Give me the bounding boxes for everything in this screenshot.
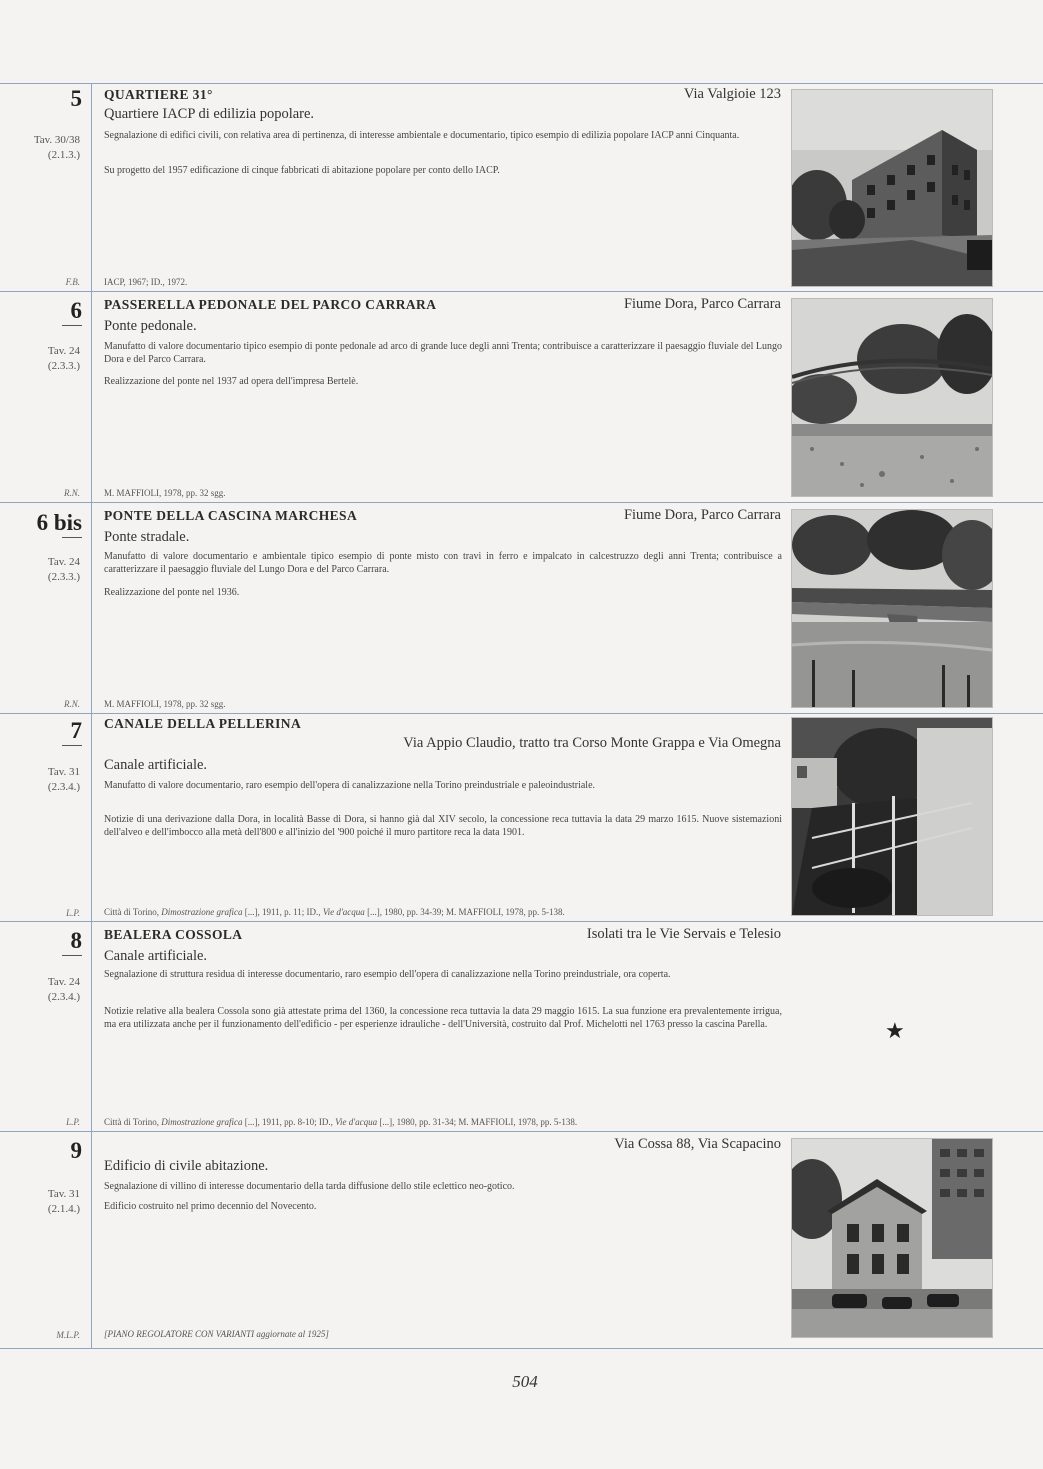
rule-7-8: [0, 921, 1043, 922]
entry-section: (2.1.3.): [47, 149, 80, 161]
entry-author: R.N.: [63, 699, 80, 709]
entry-subtitle: Ponte pedonale.: [104, 318, 197, 334]
entry-paragraph: Manufatto di valore documentario tipico esempio di ponte pedonale ad arco di grande luce degli anni Trenta; contribuisce a caratterizzare il paesaggio fluviale del Lungo Dora e del Parco Carrara.: [104, 341, 782, 365]
entry-paragraph: Manufatto di valore documentario e ambientale tipico esempio di ponte misto con travi in ferro e impalcato in calcestruzzo degli anni Trenta; contribuisce a caratterizzare il paesaggio fluviale del Lungo Dora e del Parco Carrara.: [104, 551, 782, 575]
entry-number: 5: [70, 86, 82, 111]
entry-number: 6: [70, 298, 82, 323]
reference-title: Vie d'acqua: [335, 1117, 378, 1127]
photo-housing-blocks: [791, 89, 993, 287]
reference-text: Città di Torino,: [104, 1117, 162, 1127]
entry-tav: Tav. 30/38: [33, 134, 80, 146]
reference-title: Dimostrazione grafica: [161, 1117, 243, 1127]
rule-6-6bis: [0, 502, 1043, 503]
entry-tav: Tav. 31: [47, 766, 80, 778]
entry-subtitle: Canale artificiale.: [104, 757, 208, 773]
entry-location: Isolati tra le Vie Servais e Telesio: [586, 926, 781, 942]
entry-paragraph: Notizie di una derivazione dalla Dora, in località Basse di Dora, si hanno già dal XIV secolo, la concessione reca tuttavia la data 29 marzo 1615. Nuove sistemazioni dell'alveo e dell'imbocco alla metà dell'800 e all'inizio del '900 poiché il muro partitore reca la data 1901.: [104, 814, 782, 838]
number-underline: [62, 955, 82, 956]
entry-location: Via Appio Claudio, tratto tra Corso Monte Grappa e Via Omegna: [403, 735, 781, 751]
rule-top: [0, 83, 1043, 84]
entry-reference: [104, 1117, 794, 1127]
reference-text: Città di Torino,: [104, 907, 162, 917]
entry-title: CANALE DELLA PELLERINA: [104, 716, 302, 731]
photo-villa: [791, 1138, 993, 1338]
entry-number: 7: [70, 718, 82, 743]
entry-location: Via Valgioie 123: [683, 86, 781, 102]
entry-title: PASSERELLA PEDONALE DEL PARCO CARRARA: [104, 297, 437, 312]
entry-paragraph: Segnalazione di struttura residua di interesse documentario, raro esempio dell'opera di canalizzazione nella Torino preindustriale, ora coperta.: [104, 969, 671, 980]
entry-reference: M. MAFFIOLI, 1978, pp. 32 sgg.: [104, 488, 226, 498]
entry-number: 9: [70, 1138, 82, 1163]
entry-paragraph: Segnalazione di edifici civili, con relativa area di pertinenza, di interesse ambientale e documentario, tipico esempio di edilizia popolare IACP anni Cinquanta.: [104, 130, 740, 141]
entry-reference: M. MAFFIOLI, 1978, pp. 32 sgg.: [104, 699, 226, 709]
entry-section: (2.3.4.): [47, 781, 80, 793]
page-number: 504: [512, 1372, 538, 1391]
photo-road-bridge: [791, 509, 993, 708]
reference-title: Vie d'acqua: [322, 907, 365, 917]
entry-author: L.P.: [66, 908, 80, 918]
number-underline: [62, 325, 82, 326]
entry-tav: Tav. 24: [47, 976, 80, 988]
column-divider: [91, 83, 92, 1348]
rule-8-9: [0, 1131, 1043, 1132]
reference-text: [...], 1980, pp. 31-34; M. MAFFIOLI, 1978, pp. 5-138.: [377, 1117, 578, 1127]
entry-section: (2.3.3.): [47, 360, 80, 372]
entry-section: (2.3.4.): [47, 991, 80, 1003]
number-underline: [62, 745, 82, 746]
entry-title: PONTE DELLA CASCINA MARCHESA: [104, 508, 358, 523]
entry-subtitle: Canale artificiale.: [104, 948, 208, 964]
entry-tav: Tav. 24: [47, 556, 80, 568]
entry-author: L.P.: [66, 1117, 80, 1127]
entry-subtitle: Quartiere IACP di edilizia popolare.: [104, 106, 315, 122]
rule-5-6: [0, 291, 1043, 292]
entry-location: Fiume Dora, Parco Carrara: [623, 507, 781, 523]
entry-section: (2.3.3.): [47, 571, 80, 583]
reference-text: [...], 1911, p. 11; ID.,: [242, 907, 323, 917]
entry-tav: Tav. 24: [47, 345, 80, 357]
entry-reference: [PIANO REGOLATORE CON VARIANTI aggiornate al 1925]: [104, 1329, 329, 1339]
entry-paragraph: Realizzazione del ponte nel 1936.: [104, 587, 240, 598]
entry-paragraph: Notizie relative alla bealera Cossola sono già attestate prima del 1360, la concessione reca tuttavia la data 29 maggio 1615. La sua funzione era prevalentemente irrigua, ma era utilizzata anche per il funzionamento dell'edificio - per esperienze idrauliche - dell'Università, costruito dal Prof. Michelotti nel 1763 presso la cascina Parella.: [104, 1006, 782, 1030]
entry-tav: Tav. 31: [47, 1188, 80, 1200]
star-marker: ★: [885, 1018, 905, 1043]
rule-6bis-7: [0, 713, 1043, 714]
entry-author: F.B.: [65, 277, 80, 287]
entry-reference: IACP, 1967; ID., 1972.: [104, 277, 188, 287]
entry-author: R.N.: [63, 488, 80, 498]
entry-paragraph: Su progetto del 1957 edificazione di cinque fabbricati di abitazione popolare per conto dello IACP.: [104, 165, 500, 176]
entry-number: 8: [70, 928, 82, 953]
entry-reference: [104, 907, 794, 917]
entry-title: BEALERA COSSOLA: [104, 927, 243, 942]
entry-paragraph: Edificio costruito nel primo decennio del Novecento.: [104, 1201, 317, 1212]
entry-location: Via Cossa 88, Via Scapacino: [614, 1136, 781, 1152]
entry-subtitle: Ponte stradale.: [104, 529, 190, 545]
rule-bottom: [0, 1348, 1043, 1349]
entry-number: 6 bis: [36, 510, 82, 535]
reference-text: [...], 1911, pp. 8-10; ID.,: [242, 1117, 336, 1127]
entry-title: QUARTIERE 31°: [104, 87, 213, 102]
entry-author: M.L.P.: [56, 1330, 80, 1340]
entry-paragraph: Manufatto di valore documentario, raro esempio dell'opera di canalizzazione nella Torino preindustriale e paleoindustriale.: [104, 780, 596, 791]
entry-section: (2.1.4.): [47, 1203, 80, 1215]
entry-location: Fiume Dora, Parco Carrara: [623, 296, 781, 312]
photo-canal: [791, 717, 993, 916]
entry-subtitle: Edificio di civile abitazione.: [104, 1158, 269, 1174]
entry-paragraph: Segnalazione di villino di interesse documentario della tarda diffusione dello stile eclettico neo-gotico.: [104, 1181, 515, 1192]
reference-text: [...], 1980, pp. 34-39; M. MAFFIOLI, 1978, pp. 5-138.: [364, 907, 565, 917]
photo-pedestrian-bridge: [791, 298, 993, 497]
number-underline: [62, 537, 82, 538]
reference-title: Dimostrazione grafica: [161, 907, 243, 917]
entry-paragraph: Realizzazione del ponte nel 1937 ad opera dell'impresa Bertelè.: [104, 376, 359, 387]
